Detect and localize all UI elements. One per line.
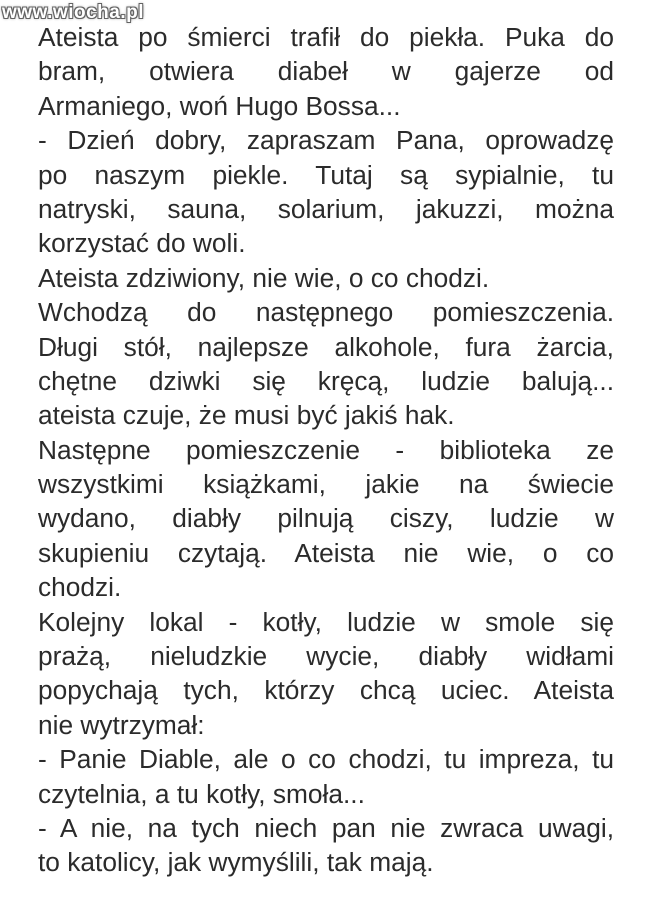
text-line: wydano, diabły pilnują ciszy, ludzie w xyxy=(38,503,614,534)
text-line: natryski, sauna, solarium, jakuzzi, można xyxy=(38,193,614,224)
text-line: wszystkimi książkami, jakie na świecie xyxy=(38,469,614,500)
text-line: Armaniego, woń Hugo Bossa... xyxy=(38,90,401,121)
story-text xyxy=(38,20,614,880)
text-line: korzystać do woli. xyxy=(38,228,246,259)
text-line: Ateista zdziwiony, nie wie, o co chodzi. xyxy=(38,262,490,293)
text-line: - Dzień dobry, zapraszam Pana, oprowadzę xyxy=(38,125,614,156)
text-line: Następne pomieszczenie - biblioteka ze xyxy=(38,434,614,465)
text-line: Kolejny lokal - kotły, ludzie w smole się xyxy=(38,606,614,637)
text-line: po naszym piekle. Tutaj są sypialnie, tu xyxy=(38,159,614,190)
text-line: ateista czuje, że musi być jakiś hak. xyxy=(38,400,455,431)
text-line: prażą, nieludzkie wycie, diabły widłami xyxy=(38,641,614,672)
text-line: skupieniu czytają. Ateista nie wie, o co xyxy=(38,537,614,568)
watermark-logo: www.wiocha.pl xyxy=(2,2,144,23)
text-line: - A nie, na tych niech pan nie zwraca uwagi, xyxy=(38,812,614,843)
text-line: - Panie Diable, ale o co chodzi, tu impreza, tu xyxy=(38,744,614,775)
text-line: Ateista po śmierci trafił do piekła. Puka do xyxy=(38,22,614,52)
text-line: popychają tych, którzy chcą uciec. Ateista xyxy=(38,675,614,706)
text-line: Wchodzą do następnego pomieszczenia. xyxy=(38,297,614,328)
text-line: Długi stół, najlepsze alkohole, fura żarcia, xyxy=(38,331,614,362)
text-line: chodzi. xyxy=(38,572,122,603)
text-line: chętne dziwki się kręcą, ludzie balują... xyxy=(38,365,614,396)
text-line: czytelnia, a tu kotły, smoła... xyxy=(38,778,365,809)
text-line: bram, otwiera diabeł w gajerze od xyxy=(38,56,614,87)
text-line: nie wytrzymał: xyxy=(38,709,205,740)
text-line: to katolicy, jak wymyślili, tak mają. xyxy=(38,847,434,878)
